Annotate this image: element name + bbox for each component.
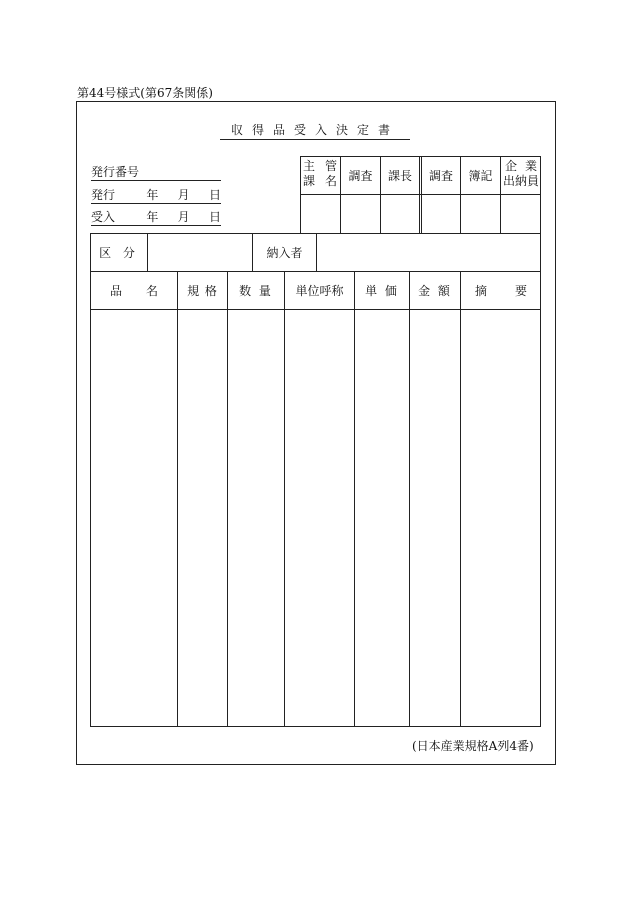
issue-date-month: 月: [177, 188, 190, 202]
issue-date-day: 日: [208, 188, 221, 202]
column-divider: [409, 271, 410, 727]
category-label: 区 分: [99, 246, 139, 260]
approval-supervisor: [300, 159, 340, 189]
footer-note: (日本産業規格A列4番): [412, 739, 534, 753]
col-remarks-char: 要: [514, 284, 527, 298]
enterprise-char: 業: [524, 159, 537, 173]
col-unit-price: 単 価: [365, 284, 399, 298]
column-divider: [460, 271, 461, 727]
col-item-name-char: 品: [110, 284, 123, 298]
issue-date-underline: [91, 203, 221, 204]
issue-date-year: 年: [146, 188, 159, 202]
col-spec: 規 格: [187, 284, 218, 298]
column-divider: [354, 271, 355, 727]
supplier-label: 納入者: [266, 246, 303, 260]
issue-date-row: [91, 188, 221, 202]
column-divider: [284, 271, 285, 727]
col-item-name-char: 名: [145, 284, 158, 298]
supervisor-char: 名: [324, 174, 337, 188]
form-number: 第44号様式(第67条関係): [77, 86, 213, 100]
receipt-date-row: [91, 210, 221, 224]
col-unit: 単位呼称: [295, 284, 344, 298]
approval-col-divider: [419, 156, 420, 234]
supervisor-char: 管: [324, 159, 337, 173]
col-quantity: 数 量: [239, 284, 273, 298]
approval-inspect-1: 調査: [348, 169, 373, 183]
header-row-bottom: [90, 309, 541, 310]
issue-number-label: 発行番号: [91, 165, 140, 179]
col-item-name: [91, 272, 177, 309]
approval-section-chief: 課長: [387, 169, 412, 183]
supervisor-char: 主: [303, 159, 316, 173]
receipt-date-day: 日: [208, 210, 221, 224]
approval-enterprise: [501, 159, 541, 189]
supervisor-char: 課: [303, 174, 316, 188]
enterprise-cashier: 出納員: [502, 174, 539, 188]
column-divider: [227, 271, 228, 727]
approval-bookkeeping: 簿記: [468, 169, 493, 183]
enterprise-char: 企: [505, 159, 518, 173]
col-amount: 金 額: [418, 284, 452, 298]
approval-inspect-2: 調査: [428, 169, 453, 183]
col-remarks-char: 摘: [475, 284, 488, 298]
column-divider: [177, 271, 178, 727]
col-remarks: [461, 272, 541, 309]
issue-number-underline: [91, 180, 221, 181]
receipt-date-label: 受入: [91, 210, 116, 224]
form-title-text: 収得品受入決定書: [230, 123, 399, 137]
receipt-date-month: 月: [177, 210, 190, 224]
category-divider: [147, 233, 148, 271]
issue-date-label: 発行: [91, 188, 116, 202]
supplier-divider-right: [316, 233, 317, 271]
receipt-date-year: 年: [146, 210, 159, 224]
form-title: [220, 121, 410, 140]
receipt-date-underline: [91, 225, 221, 226]
